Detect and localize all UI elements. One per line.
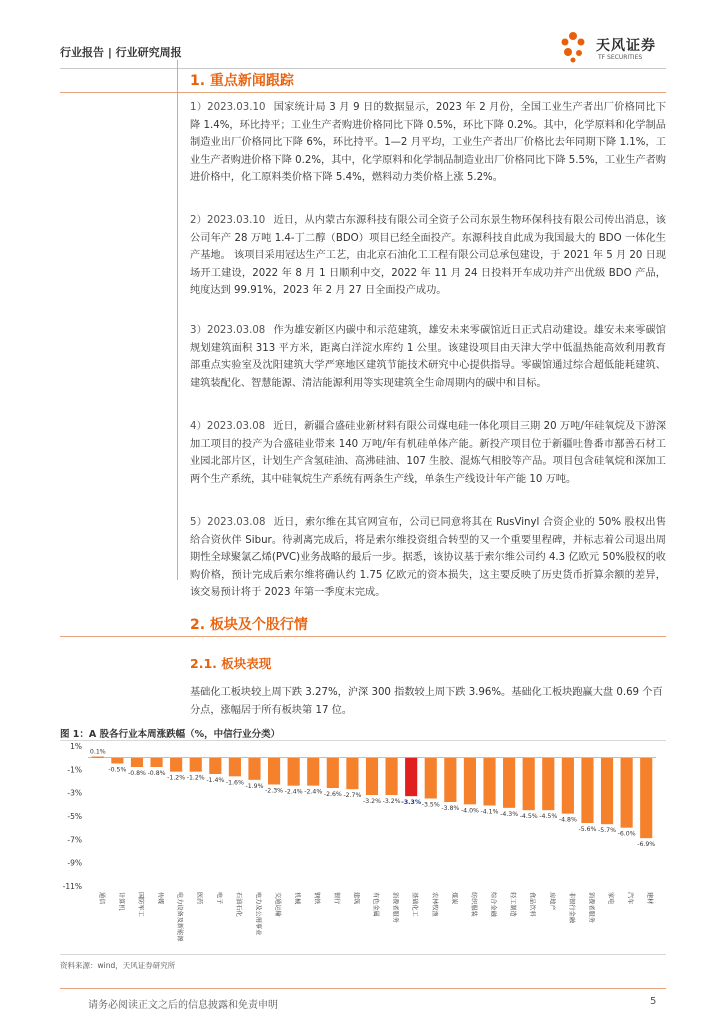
- bar: [640, 758, 652, 839]
- bar: [307, 758, 319, 786]
- y-tick-label: -11%: [62, 882, 82, 891]
- y-tick-label: -7%: [67, 835, 82, 845]
- category-label: 电力设备及新能源: [176, 892, 184, 942]
- category-label: 煤炭: [450, 892, 458, 905]
- data-label: -2.7%: [343, 792, 362, 800]
- category-label: 机械: [293, 892, 301, 905]
- data-label: -4.8%: [558, 816, 577, 824]
- footer-divider: [60, 988, 666, 989]
- category-label: 通信: [97, 892, 105, 905]
- bar: [523, 758, 535, 811]
- data-label: -3.8%: [441, 805, 460, 812]
- brand-logo: [556, 30, 666, 68]
- category-label: 计算机: [117, 892, 125, 911]
- data-label: -3.5%: [421, 801, 440, 809]
- section-2-divider: [60, 636, 666, 637]
- logo-mark-icon: [556, 30, 590, 64]
- y-tick-label: 1%: [70, 742, 82, 751]
- bar: [131, 758, 143, 767]
- data-label: -0.8%: [127, 770, 146, 777]
- logo-subtitle: TF SECURITIES: [598, 54, 643, 61]
- category-label: 食品饮料: [528, 892, 536, 917]
- page-header: [60, 40, 666, 70]
- bar: [366, 758, 378, 795]
- bar: [92, 757, 104, 758]
- bar: [190, 758, 202, 772]
- category-label: 电力及公用事业: [254, 892, 262, 936]
- bar: [405, 758, 417, 797]
- data-label: -2.4%: [284, 788, 303, 796]
- category-label: 石油石化: [234, 892, 242, 917]
- category-label: 综合金融: [489, 892, 497, 917]
- category-label: 农林牧渔: [430, 892, 438, 917]
- header-divider: [60, 68, 666, 69]
- news-date: 3）2023.03.08: [190, 325, 266, 336]
- news-text: 近日，索尔维在其官网宣布，公司已同意将其在 RusVinyl 合资企业的 50% 股权出售给合资伙伴 Sibur。待剥离完成后，将是索尔维投资组合转型的又一个重要里程碑，并标志着公司退出周期性全球聚氯乙烯(PVC)业务战略的最后一步。据悉，该协议基于索尔维公司约 4.3 亿欧元 50%股权的收购价格，预计完成后索尔维将确认约 1.75 亿欧元的资本损失，这主要反映了历史货币折算余额的差异，该交易预计将于 2023 年第一季度末完成。: [190, 517, 667, 599]
- category-label: 家电: [607, 892, 615, 905]
- industry-bar-chart: [60, 742, 666, 952]
- category-label: 房地产: [548, 892, 556, 911]
- bar: [581, 758, 593, 823]
- bar: [268, 758, 280, 785]
- bar: [170, 758, 182, 772]
- category-label: 交通运输: [274, 892, 282, 917]
- news-item: [190, 418, 666, 488]
- y-tick-label: -3%: [67, 788, 82, 798]
- figure-source: 资料来源：wind，天风证券研究所: [60, 961, 176, 970]
- data-label: -4.3%: [500, 810, 519, 818]
- bar: [542, 758, 554, 811]
- data-label: -3.2%: [363, 798, 381, 805]
- data-label: -1.4%: [206, 777, 225, 784]
- data-label: -0.8%: [147, 770, 166, 777]
- category-label: 有色金属: [372, 892, 379, 917]
- bar: [209, 758, 221, 774]
- category-label: 汽车: [626, 892, 634, 905]
- bar: [150, 758, 162, 767]
- summary-paragraph: 基础化工板块较上周下跌 3.27%，沪深 300 指数较上周下跌 3.96%。基础化工板块跑赢大盘 0.69 个百分点，涨幅居于所有板块第 17 位。: [190, 687, 663, 716]
- data-label: -2.6%: [323, 791, 342, 798]
- section-2-title: 2. 板块及个股行情: [190, 617, 308, 633]
- bar: [562, 758, 574, 814]
- bar: [386, 758, 398, 795]
- section-1-divider: [60, 92, 666, 93]
- data-label: -3.2%: [382, 798, 401, 805]
- bar: [111, 758, 123, 764]
- data-label: -5.7%: [598, 827, 617, 835]
- data-label: -5.6%: [578, 826, 597, 833]
- news-text: 近日，新疆合盛硅业新材料有限公司煤电硅一体化项目三期 20 万吨/年硅氧烷及下游深加工项目的投产为合盛硅业带来 140 万吨/年有机硅单体产能。新投产项目位于新疆吐鲁番市鄯善石材工业园北部片区，计划生产含氢硅油、高沸硅油、107 生胶、混炼气相胶等产品。项目包含硅氧烷和深加工两个生产系统，其中硅氧烷生产系统有两条生产线，单条生产线设计年产能 10 万吨。: [190, 421, 667, 485]
- category-label: 电子: [215, 892, 223, 905]
- category-label: 银行: [332, 892, 340, 905]
- category-label: 建筑: [352, 892, 360, 905]
- news-text: 近日，从内蒙古东源科技有限公司全资子公司东景生物环保科技有限公司传出消息，该公司年产 28 万吨 1.4-丁二醇（BDO）项目已经全面投产。东源科技自此成为我国最大的 BDO 一体化生产基地。 该项目采用冠达生产工艺，由北京石油化工工程有限公司总承包建设，于 2021 年 5 月 20 日现场开工建设，2022 年 8 月 1 日顺利中交，2022 年 11 月 24 日投料开车成功并产出优级 BDO 产品，纯度达到 99.91%，2023 年 2 月 27 日全面投产成功。: [190, 215, 666, 297]
- figure-bottom-rule: [60, 954, 666, 955]
- news-item: [190, 514, 666, 602]
- category-label: 纺织服装: [469, 892, 477, 917]
- category-label: 基础化工: [411, 892, 419, 917]
- figure-top-rule: [60, 740, 666, 741]
- news-date: 1）2023.03.10: [190, 102, 266, 113]
- data-label: -2.3%: [265, 787, 284, 795]
- news-text: 国家统计局 3 月 9 日的数据显示，2023 年 2 月份，全国工业生产者出厂价格同比下降 1.4%，环比持平；工业生产者购进价格同比下降 0.5%，环比下降 0.2%。其中，化学原料和化学制品制造业出厂价格同比下降 6%，环比持平。1—2 月平均，工业生产者出厂价格比去年同期下降 1.1%，工业生产者购进价格下降 0.2%，其中，化学原料和化学制品制造业出厂价格同比下降 5.5%，工业生产者购进价格中，化工原料类价格下降 5.4%，燃料动力类价格上涨 5.2%。: [190, 102, 667, 184]
- category-label: 非银行金融: [567, 892, 575, 923]
- logo-name: 天风证券: [596, 38, 656, 54]
- section-2-1-title: 2.1. 板块表现: [190, 656, 272, 671]
- category-label: 医药: [195, 892, 203, 905]
- bar: [229, 758, 241, 777]
- data-label: -1.2%: [186, 774, 205, 782]
- bar: [444, 758, 456, 802]
- bar: [464, 758, 476, 805]
- category-label: 建材: [646, 892, 654, 905]
- news-text: 作为雄安新区内碳中和示范建筑，雄安未来零碳馆近日正式启动建设。雄安未来零碳馆规划建筑面积 313 平方米，距离白洋淀水库约 1 公里。该建设项目由天津大学中低温热能高效利用教育部重点实验室及沈阳建筑大学严寒地区建筑节能技术研究中心提供指导。零碳馆通过综合超低能耗建筑、建筑装配化、智慧能源、清洁能源利用等实现建筑全生命周期内的碳中和目标。: [190, 325, 666, 389]
- data-label: 0.1%: [89, 748, 106, 756]
- data-label: -6.0%: [617, 830, 636, 838]
- data-label: -4.5%: [539, 813, 558, 821]
- news-date: 4）2023.03.08: [190, 421, 266, 432]
- news-date: 2）2023.03.10: [190, 215, 266, 226]
- bar: [425, 758, 437, 799]
- bar: [327, 758, 339, 788]
- section-1-title: 1. 重点新闻跟踪: [190, 73, 294, 89]
- news-date: 5）2023.03.08: [190, 517, 266, 528]
- data-label: -0.5%: [108, 766, 127, 774]
- bar: [483, 758, 495, 806]
- data-label: -6.9%: [637, 841, 656, 849]
- breadcrumb: 行业报告 | 行业研究周报: [60, 46, 182, 59]
- left-margin-rule: [177, 60, 178, 580]
- page-number: 5: [650, 996, 657, 1007]
- bar: [346, 758, 358, 790]
- data-label: -4.5%: [519, 813, 538, 821]
- news-item: [190, 212, 666, 300]
- figure-title: 图 1：A 股各行业本周涨跌幅（%，中信行业分类）: [60, 729, 281, 740]
- y-tick-label: -9%: [67, 858, 82, 868]
- data-label: -3.3%: [401, 799, 422, 807]
- data-label: -4.1%: [480, 808, 499, 816]
- category-label: 轻工制造: [509, 892, 517, 917]
- category-label: 国防军工: [136, 892, 144, 917]
- data-label: -1.6%: [225, 779, 244, 787]
- bar: [601, 758, 613, 825]
- bar: [248, 758, 260, 780]
- y-tick-label: -5%: [67, 812, 82, 821]
- bar: [621, 758, 633, 828]
- bar: [503, 758, 515, 808]
- y-tick-label: -1%: [67, 765, 82, 775]
- news-item: [190, 322, 666, 392]
- category-label: 传媒: [156, 892, 164, 905]
- data-label: -1.9%: [245, 782, 264, 790]
- data-label: -2.4%: [304, 788, 323, 796]
- news-item: [190, 99, 666, 187]
- data-label: -1.2%: [167, 774, 186, 782]
- data-label: -4.0%: [460, 807, 479, 815]
- category-label: 钢铁: [313, 892, 321, 905]
- category-label: 消费者服务: [587, 892, 595, 923]
- category-label: 消费者服务: [391, 892, 399, 923]
- bar: [288, 758, 300, 786]
- footer-disclaimer: 请务必阅读正文之后的信息披露和免责申明: [88, 1000, 278, 1011]
